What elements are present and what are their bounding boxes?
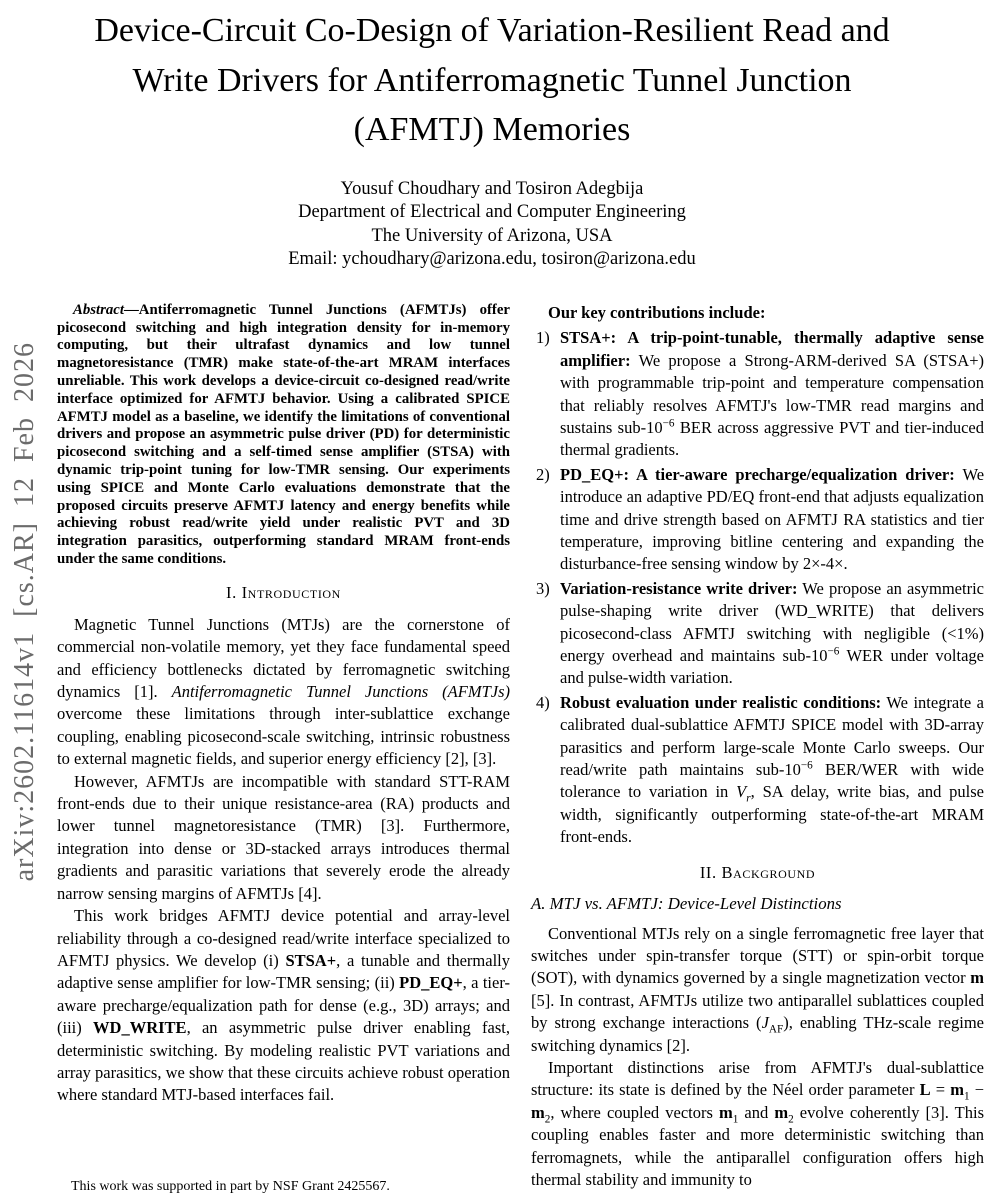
author-university: The University of Arizona, USA (371, 225, 613, 246)
contribution-text (560, 464, 984, 576)
contribution-body: We propose an asymmetric pulse-shaping write driver (WD_WRITE) that delivers picosecond-class AFMTJ switching with negligible (<1%) energy overhead and maintains sub-$10^{-6}$ WER under voltage and pulse-width variation. (560, 578, 984, 688)
background-paragraph-1: Conventional MTJs rely on a single ferromagnetic free layer that switches under spin-transfer torque (STT) or spin-orbit torque (SOT), with dynamics governed by a single magnetization vector m [5]. In contrast, AFMTJs utilize two antiparallel sublattices coupled by strong exchange interactions $(J_{AF})$, enabling THz-scale regime switching dynamics [2]. (531, 923, 984, 1055)
contribution-body: We integrate a calibrated dual-sublattice AFMTJ SPICE model with 3D-array parasitics and perform large-scale Monte Carlo sweeps. Our read/write path maintains sub-$10^{-6}$ BER/WER with wide tolerance to variation in $V_r$, SA delay, write bias, and pulse width, significantly outperforming state-of-the-art MRAM front-ends. (560, 692, 984, 847)
contribution-number: 1) (536, 328, 550, 348)
background-paragraph-2: Important distinctions arise from AFMTJ's dual-sublattice structure: its state is defined by the Néel order parameter $L = m_1 - m_2$, where coupled vectors $m_1$ and $m_2$ evolve coherently [3]. This coupling enables faster and more deterministic switching than ferromagnets, while the antiparallel configuration offers high thermal stability and immunity to (531, 1058, 984, 1190)
authors-block (0, 178, 984, 272)
funding-footnote: This work was supported in part by NSF Grant 2425567. (71, 1179, 390, 1194)
contribution-text (560, 692, 984, 849)
intro-paragraph-2: However, AFMTJs are incompatible with standard STT-RAM front-ends due to their unique resistance-area (RA) products and lower tunnel magnetoresistance (TMR) [3]. Furthermore, integration into dense or 3D-stacked arrays introduces thermal gradients and parasitic variations that severely erode the already narrow sensing margins of AFMTJs [4]. (57, 771, 510, 903)
intro-paragraph-3: This work bridges AFMTJ device potential and array-level reliability through a co-designed read/write interface specialized to AFMTJ physics. We develop (i) STSA+, a tunable and thermally adaptive sense amplifier for low-TMR sensing; (ii) PD_EQ+, a tier-aware precharge/equalization path for dense (e.g., 3D) arrays; and (iii) WD_WRITE, an asymmetric pulse driver enabling fast, deterministic switching. By modeling realistic PVT variations and array parasitics, we show that these circuits achieve robust operation where standard MTJ-based interfaces fail. (57, 906, 510, 1105)
contribution-item-2 (536, 464, 984, 576)
author-email: Email: ychoudhary@arizona.edu, tosiron@arizona.edu (288, 249, 696, 270)
contribution-body: We introduce an adaptive PD/EQ front-end that adjusts equalization time and drive strength based on AFMTJ RA statistics and tier temperature, improving bitline centering and expanding the disturbance-free sensing window by 2×-4×. (560, 464, 984, 574)
author-names: Yousuf Choudhary and Tosiron Adegbija (340, 178, 644, 199)
arxiv-watermark-text: arXiv:2602.11614v1 [cs.AR] 12 Feb 2026 (9, 342, 40, 882)
contribution-text (560, 327, 984, 461)
author-department: Department of Electrical and Computer Engineering (298, 202, 686, 223)
arxiv-watermark (4, 286, 46, 938)
contribution-body: We propose a Strong-ARM-derived SA (STSA+) with programmable trip-point and temperature compensation that reliably resolves AFMTJ's low-TMR read margins and sustains sub-$10^{-6}$ BER across aggressive PVT and tier-induced thermal gradients. (560, 350, 984, 460)
contribution-item-4 (536, 692, 984, 849)
contributions-intro: Our key contributions include: (548, 302, 766, 322)
contribution-lead: PD_EQ+: A tier-aware precharge/equalization driver: (560, 464, 955, 484)
contribution-lead: Robust evaluation under realistic conditions: (560, 692, 882, 712)
right-column (531, 302, 984, 1192)
contribution-item-3 (536, 578, 984, 690)
left-column (57, 302, 510, 1192)
contribution-number: 2) (536, 464, 550, 484)
intro-paragraph-1: Magnetic Tunnel Junctions (MTJs) are the cornerstone of commercial non-volatile memory, yet they face fundamental speed and efficiency bottlenecks dictated by ferromagnetic switching dynamics [1]. Antiferromagnetic Tunnel Junctions (AFMTJs) overcome these limitations through inter-sublattice exchange coupling, enabling picosecond-scale switching, intrinsic robustness to external magnetic fields, and superior energy efficiency [2], [3]. (57, 614, 510, 769)
two-column-body (0, 302, 984, 1192)
contributions-list (531, 327, 984, 848)
contribution-number: 4) (536, 692, 550, 712)
background-heading: II. Background (699, 862, 816, 882)
contribution-lead: Variation-resistance write driver: (560, 578, 798, 598)
contribution-item-1 (536, 327, 984, 461)
introduction-heading: I. Introduction (226, 582, 341, 602)
paper-title: Device-Circuit Co-Design of Variation-Resilient Read and Write Drivers for Antiferromagnetic Tunnel Junction (AFMTJ) Memories (94, 12, 890, 149)
contribution-number: 3) (536, 578, 550, 598)
background-subsection-heading: A. MTJ vs. AFMTJ: Device-Level Distinctions (531, 893, 842, 913)
abstract-paragraph: Abstract—Antiferromagnetic Tunnel Junctions (AFMTJs) offer picosecond switching and high integration density for in-memory computing, but their ultrafast dynamics and low tunnel magnetoresistance (TMR) make state-of-the-art MRAM interfaces unreliable. This work develops a device-circuit co-designed read/write interface optimized for AFMTJ behavior. Using a calibrated SPICE AFMTJ model as a baseline, we identify the limitations of conventional drivers and propose an asymmetric pulse driver (PD) for deterministic picosecond switching and a self-timed sense amplifier (STSA) with dynamic trip-point tuning for low-TMR sensing. Our experiments using SPICE and Monte Carlo evaluations demonstrate that the proposed circuits preserve AFMTJ latency and energy benefits while achieving robust read/write yield under realistic PVT and 3D integration parasitics, outperforming standard MRAM front-ends under the same conditions. (57, 301, 510, 568)
contribution-lead: STSA+: A trip-point-tunable, thermally adaptive sense amplifier: (560, 328, 984, 370)
contribution-text (560, 578, 984, 690)
